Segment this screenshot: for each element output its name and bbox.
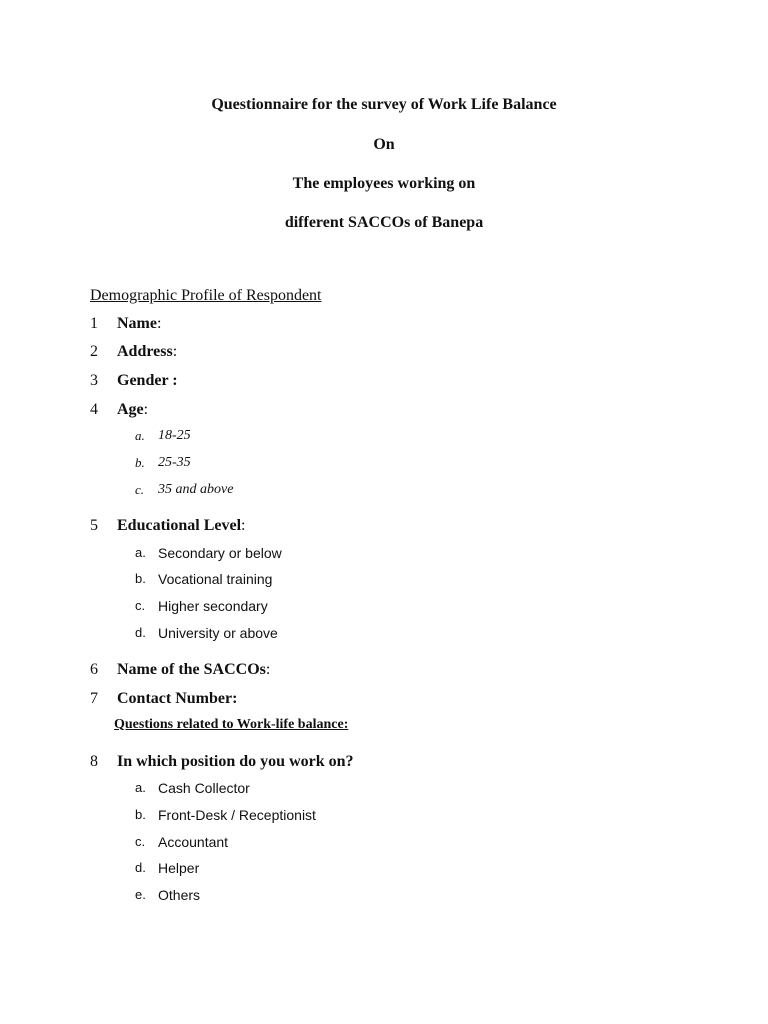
option-text: University or above xyxy=(158,625,278,641)
question-number: 8 xyxy=(90,753,98,770)
question-label: Name of the SACCOs xyxy=(117,661,266,678)
option-letter: e. xyxy=(135,887,146,902)
question-age xyxy=(117,400,148,420)
option-text: Higher secondary xyxy=(158,598,268,614)
question-educational-level xyxy=(117,516,245,536)
option-text: Vocational training xyxy=(158,571,273,587)
option-letter: b. xyxy=(135,571,146,586)
question-label: Gender : xyxy=(117,372,178,389)
option-text: 18-25 xyxy=(158,428,191,443)
question-address xyxy=(117,342,177,362)
title-line-1: Questionnaire for the survey of Work Life Balance xyxy=(211,96,557,113)
option-letter: b. xyxy=(135,807,146,822)
option-text: 35 and above xyxy=(158,482,234,497)
option-text: Others xyxy=(158,887,201,903)
section-heading: Demographic Profile of Respondent xyxy=(90,287,322,304)
question-number: 5 xyxy=(90,517,98,534)
title-line-3: The employees working on xyxy=(292,175,476,192)
question-position xyxy=(117,752,354,772)
question-label: Contact Number: xyxy=(117,690,238,707)
title-line-4: different SACCOs of Banepa xyxy=(284,214,484,231)
option-text: Front-Desk / Receptionist xyxy=(158,807,316,823)
option-letter: d. xyxy=(135,625,146,640)
question-name xyxy=(117,314,161,334)
option-letter: b. xyxy=(135,455,145,470)
question-label-suffix: : xyxy=(172,343,178,360)
option-letter: c. xyxy=(135,834,146,849)
question-label-suffix: : xyxy=(265,661,271,678)
question-label: Address xyxy=(117,343,173,360)
question-number: 4 xyxy=(90,401,98,418)
question-label-suffix: : xyxy=(156,315,162,332)
option-text: Secondary or below xyxy=(158,545,282,561)
option-letter: a. xyxy=(135,780,146,795)
option-letter: d. xyxy=(135,860,146,875)
question-contact-number xyxy=(117,689,237,709)
question-label-suffix: : xyxy=(241,517,246,534)
question-number: 6 xyxy=(90,661,98,678)
question-label: Educational Level xyxy=(117,517,242,534)
option-letter: c. xyxy=(135,482,145,497)
question-number: 7 xyxy=(90,690,98,707)
option-text: Helper xyxy=(158,860,200,876)
question-number: 3 xyxy=(90,372,98,389)
option-letter: a. xyxy=(135,545,146,560)
subheading-work-life: Questions related to Work-life balance: xyxy=(114,717,349,732)
option-text: Accountant xyxy=(158,834,229,850)
question-label-suffix: : xyxy=(143,401,149,418)
question-sacco-name xyxy=(117,660,270,680)
option-text: Cash Collector xyxy=(158,780,250,796)
question-number: 2 xyxy=(90,343,98,360)
question-label: Name xyxy=(117,315,157,332)
question-number: 1 xyxy=(90,315,98,332)
option-letter: a. xyxy=(135,428,145,443)
option-text: 25-35 xyxy=(158,455,191,470)
question-gender xyxy=(117,371,178,391)
question-label: In which position do you work on? xyxy=(117,753,354,770)
option-letter: c. xyxy=(135,598,146,613)
title-line-2: On xyxy=(373,136,395,153)
question-label: Age xyxy=(117,401,144,418)
